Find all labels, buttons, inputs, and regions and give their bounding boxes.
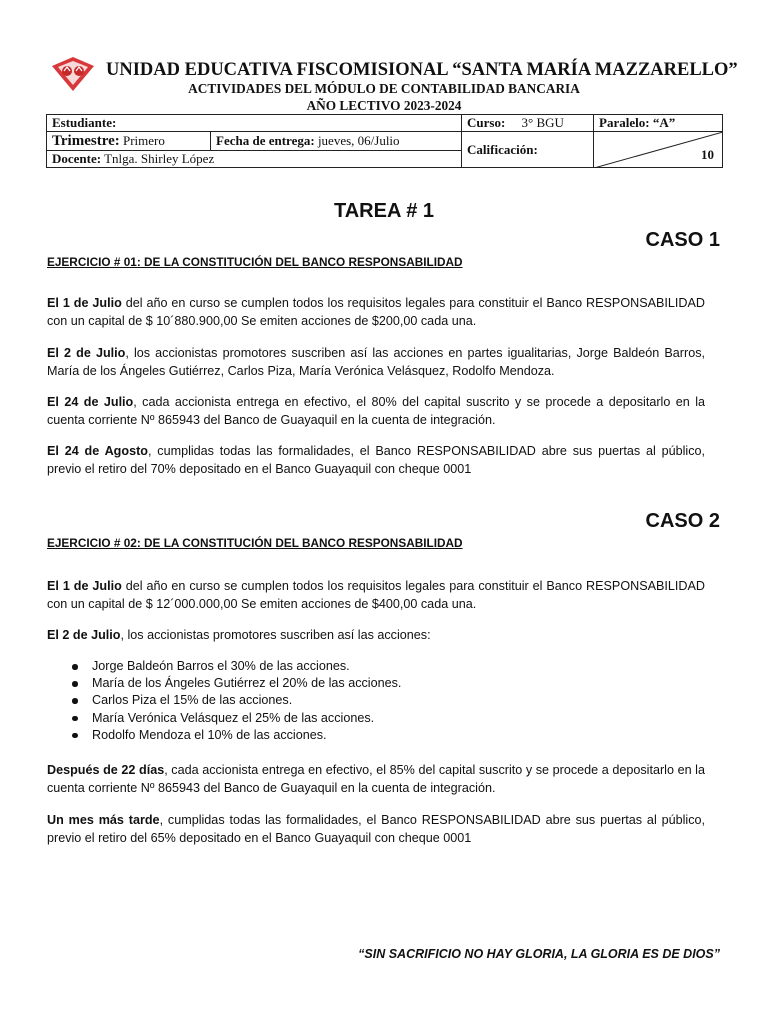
teacher-label: Docente:: [52, 151, 102, 166]
student-cell: [47, 115, 462, 132]
list-item: Carlos Piza el 15% de las acciones.: [70, 692, 401, 709]
case-2-paragraph: [47, 811, 705, 847]
section-value: “A”: [652, 115, 676, 130]
paragraph-text: , los accionistas promotores suscriben así las acciones en partes igualitarias, Jorge Baldeón Barros, María de los Ángeles Gutiérrez, Carlos Piza, María Verónica Velásquez, Rodolfo Mendoza.: [47, 346, 705, 378]
section-cell: [594, 115, 723, 132]
paragraph-date: El 1 de Julio: [47, 296, 122, 310]
section-label: Paralelo:: [599, 115, 650, 130]
school-name: UNIDAD EDUCATIVA FISCOMISIONAL “SANTA MARÍA MAZZARELLO”: [106, 60, 738, 80]
paragraph-date: El 1 de Julio: [47, 579, 122, 593]
paragraph-text: del año en curso se cumplen todos los requisitos legales para constituir el Banco RESPONSABILIDAD con un capital de $ 10´880.900,00 Se emiten acciones de $200,00 cada una.: [47, 296, 706, 328]
case-2-paragraph: [47, 577, 705, 613]
case-1-paragraph: [47, 393, 705, 429]
course-value: 3° BGU: [521, 115, 564, 130]
list-item: María de los Ángeles Gutiérrez el 20% de las acciones.: [70, 675, 401, 692]
list-item: Rodolfo Mendoza el 10% de las acciones.: [70, 727, 401, 744]
paragraph-text: , cada accionista entrega en efectivo, el 80% del capital suscrito y se procede a depositarlo en la cuenta corriente Nº 865943 del Banco de Guayaquil en la cuenta de integración.: [47, 395, 705, 427]
grade-value-cell: [594, 132, 723, 168]
grade-label: Calificación:: [467, 141, 538, 157]
student-info-table: [46, 114, 723, 168]
list-item: María Verónica Velásquez el 25% de las acciones.: [70, 710, 401, 727]
case-1-paragraph: [47, 442, 705, 478]
paragraph-date: El 24 de Agosto: [47, 444, 148, 458]
case-1-paragraph: [47, 344, 705, 380]
case-2-paragraph: [47, 626, 705, 644]
trimester-label: Trimestre:: [52, 132, 120, 149]
case-1-label: CASO 1: [645, 229, 720, 251]
module-title: ACTIVIDADES DEL MÓDULO DE CONTABILIDAD BANCARIA: [188, 81, 580, 96]
trimester-value: Primero: [123, 132, 165, 148]
list-item: Jorge Baldeón Barros el 30% de las acciones.: [70, 658, 401, 675]
trimester-cell: [47, 132, 211, 151]
school-motto: “SIN SACRIFICIO NO HAY GLORIA, LA GLORIA ES DE DIOS”: [358, 947, 720, 961]
paragraph-text: , los accionistas promotores suscriben así las acciones:: [120, 628, 431, 642]
shareholder-list: [70, 658, 401, 744]
due-date-cell: [211, 132, 462, 151]
due-date-value: jueves, 06/Julio: [317, 133, 400, 148]
case-2-paragraph: [47, 761, 705, 797]
paragraph-date: El 24 de Julio: [47, 395, 134, 409]
paragraph-text: , cumplidas todas las formalidades, el Banco RESPONSABILIDAD abre sus puertas al público, previo el retiro del 65% depositado en el Banco Guayaquil con cheque 0001: [47, 813, 705, 845]
student-label: Estudiante:: [52, 115, 117, 130]
case-1-exercise-heading: EJERCICIO # 01: DE LA CONSTITUCIÓN DEL BANCO RESPONSABILIDAD: [47, 255, 463, 269]
case-2-label: CASO 2: [645, 510, 720, 532]
due-date-label: Fecha de entrega:: [216, 133, 315, 148]
case-2-exercise-heading: EJERCICIO # 02: DE LA CONSTITUCIÓN DEL BANCO RESPONSABILIDAD: [47, 536, 463, 550]
case-1-paragraph: [47, 294, 705, 330]
teacher-value: Tnlga. Shirley López: [104, 151, 215, 166]
course-label: Curso:: [467, 115, 506, 130]
paragraph-text: , cumplidas todas las formalidades, el Banco RESPONSABILIDAD abre sus puertas al público, previo el retiro del 70% depositado en el Banco Guayaquil con cheque 0001: [47, 444, 705, 476]
course-cell: [462, 115, 594, 132]
assignment-title: TAREA # 1: [333, 200, 435, 222]
teacher-cell: [47, 151, 462, 168]
paragraph-date: Un mes más tarde: [47, 813, 160, 827]
paragraph-date: El 2 de Julio: [47, 628, 121, 642]
paragraph-text: , cada accionista entrega en efectivo, el 85% del capital suscrito y se procede a depositarlo en la cuenta corriente Nº 865943 del Banco de Guayaquil en la cuenta de integración.: [47, 763, 705, 795]
paragraph-text: del año en curso se cumplen todos los requisitos legales para constituir el Banco RESPONSABILIDAD con un capital de $ 12´000.000,00 Se emiten acciones de $400,00 cada una.: [47, 579, 706, 611]
paragraph-date: El 2 de Julio: [47, 346, 126, 360]
paragraph-date: Después de 22 días: [47, 763, 165, 777]
school-year: AÑO LECTIVO 2023-2024: [306, 98, 462, 113]
grade-label-cell: [462, 132, 594, 168]
grade-value: 10: [701, 147, 715, 162]
